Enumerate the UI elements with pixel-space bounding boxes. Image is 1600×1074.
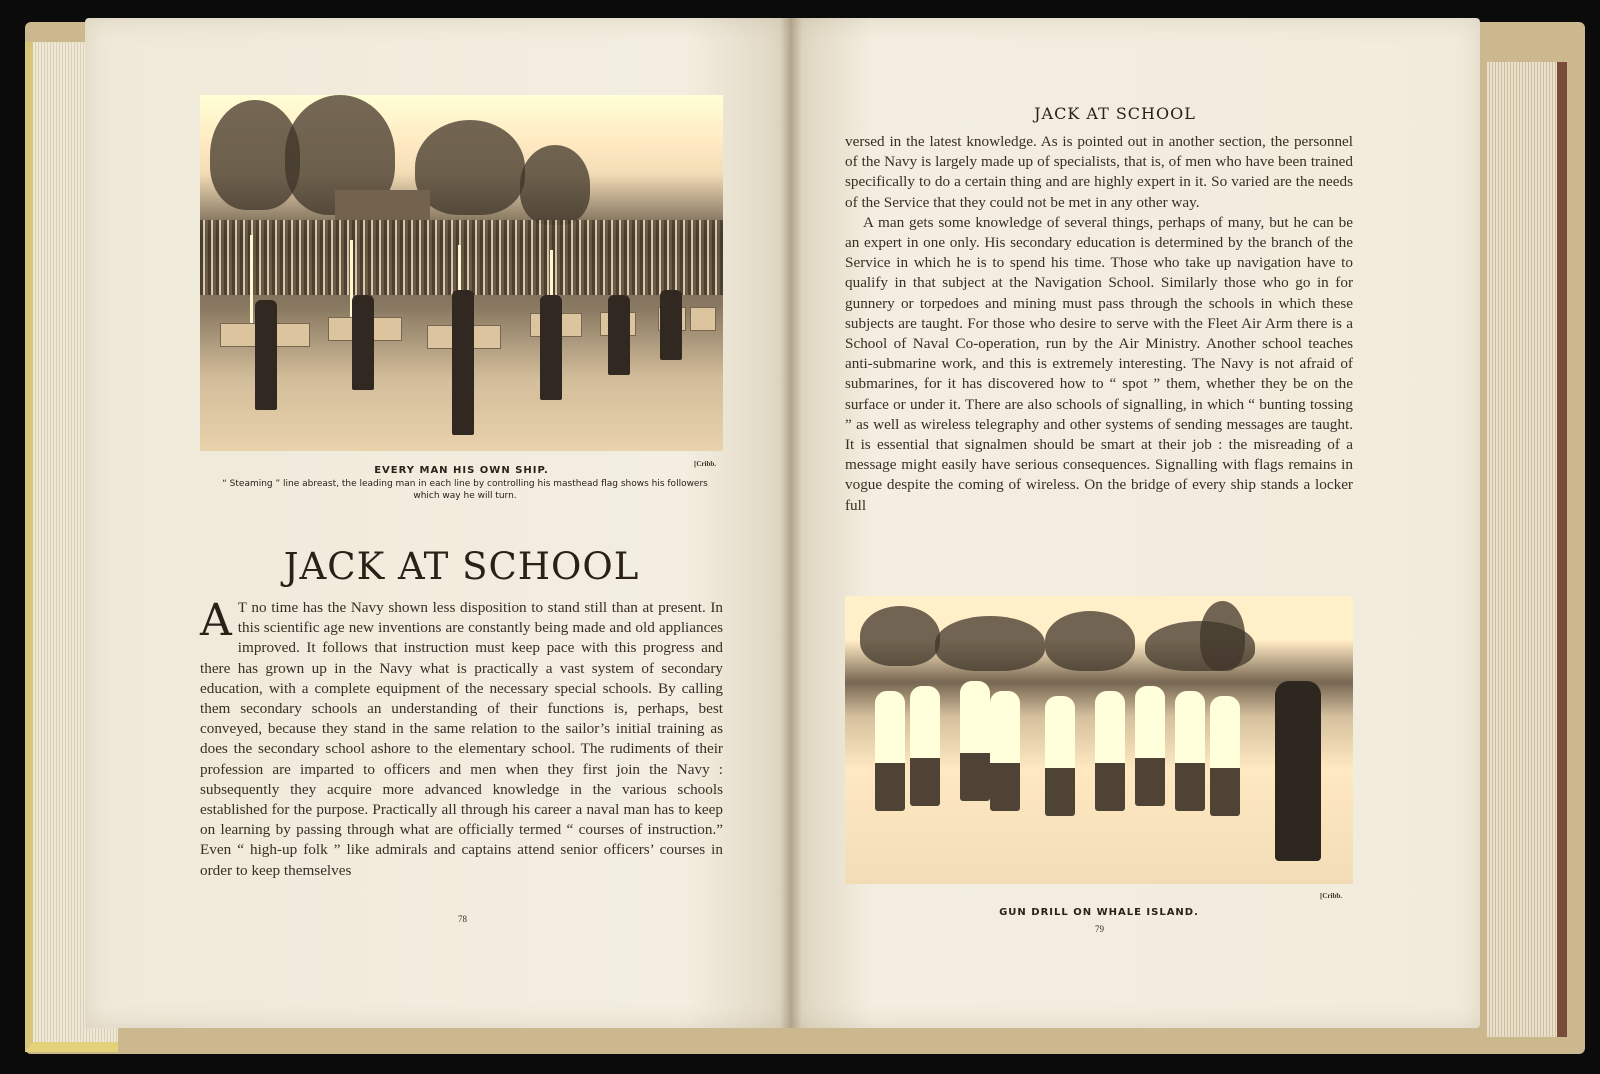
sailor (540, 295, 562, 400)
photo-credit: [Cribb. (694, 460, 716, 468)
sailor (452, 290, 474, 435)
right-body-text (845, 132, 1353, 516)
runner (1175, 691, 1205, 811)
runner (1210, 696, 1240, 816)
left-paragraph: T no time has the Navy shown less disposition to stand still than at present. In this scientific age new inventions are constantly being made and old appliances improved. It follows that instruction must keep pace with this progress and there has grown up in the Navy what is practically a vast system of secondary education, with a complete equipment of the necessary special schools. By calling them secondary schools an understanding of their functions is, perhaps, best conveyed, because they stand in the same relation to the sailor’s initial training as does the secondary school ashore to the elementary school. The rudiments of their profession are imparted to officers and men when they first join the Navy : subsequently they acquire more advanced knowledge in the various schools established for the purpose. Practically all through his career a naval man has to keep on learning by passing through what are officially termed “ courses of instruction.” Even “ high-up folk ” like admirals and captains attend senior officers’ courses in order to keep themselves (200, 599, 723, 879)
book-gutter (780, 18, 802, 1028)
right-paragraph-2: A man gets some knowledge of several things, perhaps of many, but he can be an expert in one only. His secondary education is determined by the branch of the Service in which he is to spend his time. Those who take up navigation have to qualify in that subject at the Navigation School. Similarly those who go in for gunnery or torpedoes and mining must pass through the schools in which these subjects are taught. For those who desire to serve with the Fleet Air Arm there is a School of Naval Co-operation, run by the Air Ministry. Another school teaches anti-submarine work, and this is extremely interesting. The Navy is not afraid of submarines, for it has discovered how to “ spot ” them, whether they be on the surface or under it. There are also schools of signalling, in which “ bunting tossing ” as well as wireless telegraphy and other systems of sending messages are taught. It is essential that signalmen should be smart at their job : the misreading of a message might easily have serious consequences. Signalling with flags remains in vogue despite the coming of wireless. On the bridge of every ship stands a locker full (845, 213, 1353, 514)
photo-caption-text: “ Steaming ” line abreast, the leading man in each line by controlling his masthead flag shows his followers which way he will turn. (222, 479, 708, 501)
sailor (660, 290, 682, 360)
left-body-text (200, 595, 723, 881)
tree (415, 120, 525, 215)
ship-board (690, 307, 716, 331)
runner (910, 686, 940, 806)
page-number-right: 79 (1095, 924, 1104, 934)
photo-caption-title: EVERY MAN HIS OWN SHIP. (374, 465, 549, 476)
sailor (608, 295, 630, 375)
drop-cap: A (200, 595, 232, 646)
runner (1045, 696, 1075, 816)
right-paragraph-1: versed in the latest knowledge. As is pointed out in another section, the personnel of the Navy is largely made up of specialists, that is, of men who have been trained specifically to do a certain thing and are highly expert in it. So varied are the needs of the Service that they could not be met in any other way. (845, 133, 1353, 211)
photo-caption-title: GUN DRILL ON WHALE ISLAND. (999, 907, 1199, 918)
photo-credit: [Cribb. (1320, 892, 1342, 900)
runner (1135, 686, 1165, 806)
tree (935, 616, 1045, 671)
photo-gun-drill (845, 596, 1353, 884)
sailor (352, 295, 374, 390)
mast (250, 235, 253, 330)
tree (520, 145, 590, 225)
runner (1095, 691, 1125, 811)
tree (1200, 601, 1245, 671)
running-head: JACK AT SCHOOL (1034, 104, 1196, 123)
runner (990, 691, 1020, 811)
sailor (255, 300, 277, 410)
runner (960, 681, 990, 801)
tree (1045, 611, 1135, 671)
runner (875, 691, 905, 811)
tree (860, 606, 940, 666)
photo-every-man-his-own-ship (200, 95, 723, 451)
officer (1275, 681, 1321, 861)
page-number-left: 78 (458, 914, 467, 924)
crowd (200, 220, 723, 295)
page-edges-right (1487, 62, 1567, 1037)
chapter-title: JACK AT SCHOOL (283, 545, 640, 588)
